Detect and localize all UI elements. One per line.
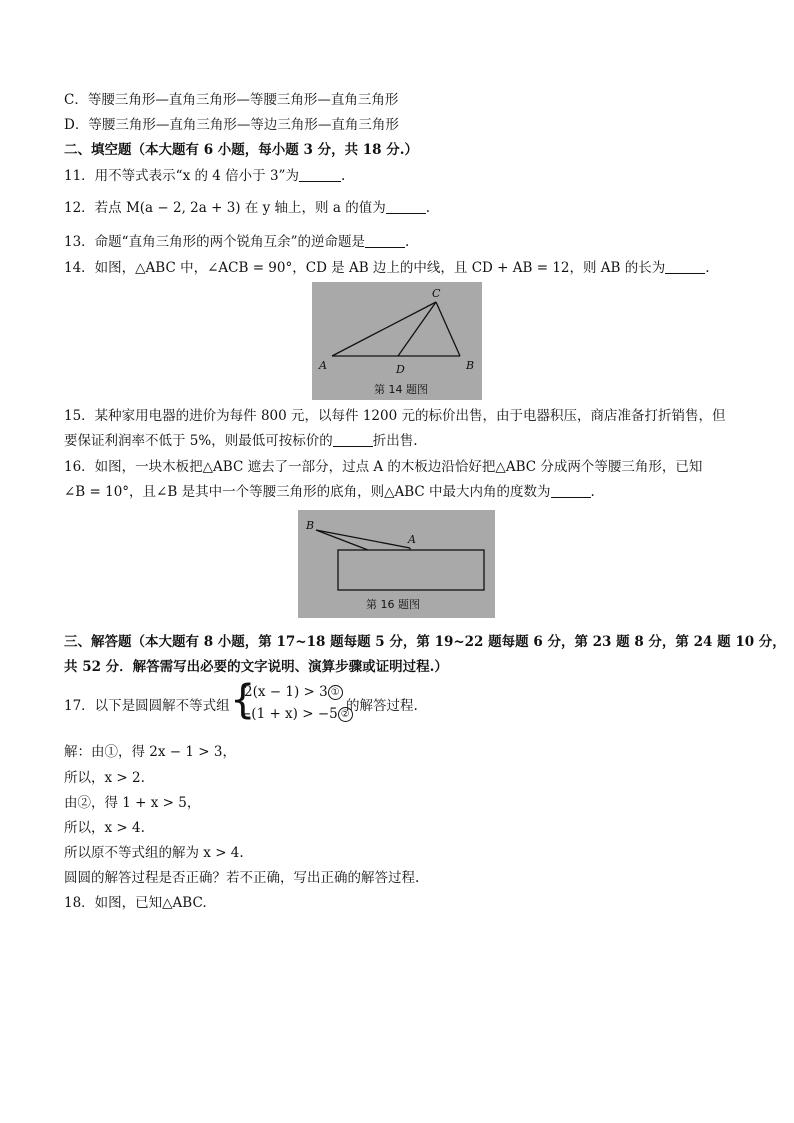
system-equation-1-text: 2(x − 1) > 3 xyxy=(244,684,328,700)
figure-14 xyxy=(312,282,482,400)
question-16-text: ∠B = 10°，且∠B 是其中一个等腰三角形的底角，则△ABC 中最大内角的度数为 xyxy=(64,484,551,500)
label-a: A xyxy=(319,359,327,372)
solution-step-4: 所以，x > 4. xyxy=(64,820,145,836)
segment-b-lower xyxy=(316,530,368,550)
question-14-text: 14．如图，△ABC 中，∠ACB = 90°，CD 是 AB 边上的中线，且 CD + AB = 12，则 AB 的长为 xyxy=(64,260,666,276)
figure-16-caption: 第 16 题图 xyxy=(366,598,420,611)
question-12: 12．若点 M(a − 2, 2a + 3) 在 y 轴上，则 a 的值为 . xyxy=(64,200,430,216)
system-equation-1 xyxy=(244,684,343,700)
figure-14-caption: 第 14 题图 xyxy=(374,383,428,396)
figure-14-drawing xyxy=(312,282,482,400)
system-equation-2-text: −(1 + x) > −5 xyxy=(240,706,338,722)
answer-blank-11[interactable] xyxy=(299,167,341,182)
answer-blank-14[interactable] xyxy=(665,259,705,274)
question-14: 14．如图，△ABC 中，∠ACB = 90°，CD 是 AB 边上的中线，且 CD + AB = 12，则 AB 的长为 . xyxy=(64,260,710,276)
label-c: C xyxy=(432,287,441,300)
answer-blank-12[interactable] xyxy=(386,199,426,214)
question-15-tail: 折出售. xyxy=(372,433,418,449)
label-b: B xyxy=(466,359,475,372)
question-13: 13．命题“直角三角形的两个锐角互余”的逆命题是 . xyxy=(64,234,410,250)
section-3-heading-line-2: 共 52 分．解答需写出必要的文字说明、演算步骤或证明过程.） xyxy=(64,659,448,675)
label-d: D xyxy=(396,363,405,376)
system-brace: { xyxy=(230,677,256,723)
solution-question: 圆圆的解答过程是否正确？若不正确，写出正确的解答过程. xyxy=(64,870,420,886)
circled-2: ② xyxy=(338,707,353,722)
segment-ba xyxy=(316,530,410,548)
label-a: A xyxy=(408,533,416,546)
question-15-text: 要保证利润率不低于 5%，则最低可按标价的 xyxy=(64,433,333,449)
question-11: 11．用不等式表示“x 的 4 倍小于 3”为 . xyxy=(64,168,346,184)
solution-step-3: 由②，得 1 + x > 5， xyxy=(64,795,201,811)
segment-ac xyxy=(332,302,436,356)
question-13-text: 13．命题“直角三角形的两个锐角互余”的逆命题是 xyxy=(64,234,365,250)
answer-blank-15[interactable] xyxy=(333,432,373,447)
segment-cb xyxy=(436,302,460,356)
question-16-line-1: 16．如图，一块木板把△ABC 遮去了一部分，过点 A 的木板边沿恰好把△ABC 分成两个等腰三角形，已知 xyxy=(64,459,703,475)
question-16-line-2: ∠B = 10°，且∠B 是其中一个等腰三角形的底角，则△ABC 中最大内角的度数为 . xyxy=(64,484,595,500)
option-c: C．等腰三角形—直角三角形—等腰三角形—直角三角形 xyxy=(64,92,399,108)
section-3-heading-line-1: 三、解答题（本大题有 8 小题，第 17~18 题每题 5 分，第 19~22 题每题 6 分，第 23 题 8 分，第 24 题 10 分， xyxy=(64,634,786,650)
board-rectangle xyxy=(338,550,484,590)
question-15-line-1: 15．某种家用电器的进价为每件 800 元，以每件 1200 元的标价出售，由于电器积压，商店准备打折销售，但 xyxy=(64,408,726,424)
question-17-text: 17．以下是圆圆解不等式组 xyxy=(64,698,230,714)
question-12-text: 12．若点 M(a − 2, 2a + 3) 在 y 轴上，则 a 的值为 xyxy=(64,200,386,216)
answer-blank-13[interactable] xyxy=(365,233,405,248)
solution-step-5: 所以原不等式组的解为 x > 4. xyxy=(64,845,244,861)
answer-blank-16[interactable] xyxy=(551,483,591,498)
label-b: B xyxy=(306,519,315,532)
question-18: 18．如图，已知△ABC. xyxy=(64,895,207,911)
system-equation-2 xyxy=(240,706,353,722)
segment-cd xyxy=(398,302,436,356)
question-17-tail: 的解答过程. xyxy=(346,698,418,714)
section-2-heading: 二、填空题（本大题有 6 小题，每小题 3 分，共 18 分.） xyxy=(64,142,418,158)
circled-1: ① xyxy=(328,685,343,700)
solution-step-2: 所以，x > 2. xyxy=(64,770,145,786)
figure-16-drawing xyxy=(298,510,495,618)
solution-step-1: 解：由①，得 2x − 1 > 3， xyxy=(64,744,236,760)
figure-16 xyxy=(298,510,495,618)
option-d: D．等腰三角形—直角三角形—等边三角形—直角三角形 xyxy=(64,117,399,133)
question-11-text: 11．用不等式表示“x 的 4 倍小于 3”为 xyxy=(64,168,299,184)
question-15-line-2 xyxy=(64,431,418,451)
